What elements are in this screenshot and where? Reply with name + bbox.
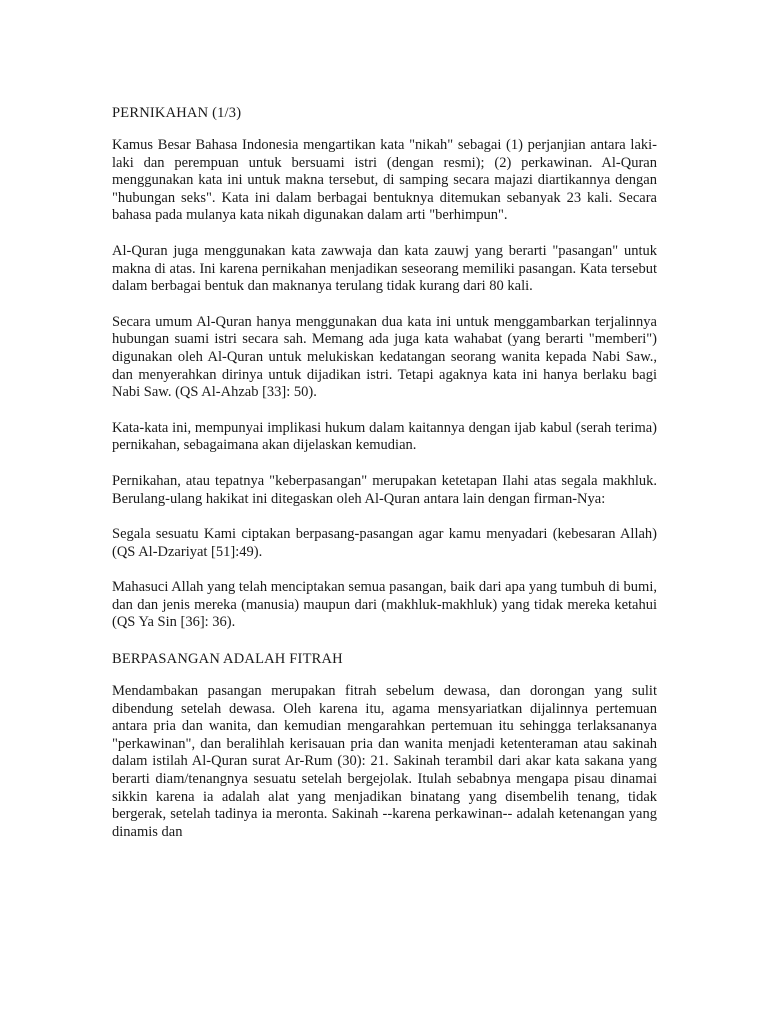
paragraph-zawwaja: Al-Quran juga menggunakan kata zawwaja dan kata zauwj yang berarti "pasangan" untuk makna di atas. Ini karena pernikahan menjadikan seseorang memiliki pasangan. Kata tersebut dalam berbagai bentuk dan maknanya terulang tidak kurang dari 80 kali. <box>112 242 657 295</box>
quote-ya-sin: Mahasuci Allah yang telah menciptakan semua pasangan, baik dari apa yang tumbuh di bumi, dan dan jenis mereka (manusia) maupun dari (makhluk-makhluk) yang tidak mereka ketahui (QS Ya Sin [36]: 36). <box>112 579 657 631</box>
section-title-pernikahan: PERNIKAHAN (1/3) <box>112 105 242 121</box>
paragraph-legal-implication: Kata-kata ini, mempunyai implikasi hukum dalam kaitannya dengan ijab kabul (serah terima) pernikahan, sebagaimana akan dijelaskan kemudian. <box>112 419 657 454</box>
paragraph-divine-decree: Pernikahan, atau tepatnya "keberpasangan" merupakan ketetapan Ilahi atas segala makhluk. Berulang-ulang hakikat ini ditegaskan oleh Al-Quran antara lain dengan firman-Nya: <box>112 472 657 507</box>
quote-al-dzariyat: Segala sesuatu Kami ciptakan berpasang-pasangan agar kamu menyadari (kebesaran Allah) (QS Al-Dzariyat [51]:49). <box>112 526 657 560</box>
paragraph-general-usage: Secara umum Al-Quran hanya menggunakan dua kata ini untuk menggambarkan terjalinnya hubungan suami istri secara sah. Memang ada juga kata wahabat (yang berarti "memberi") digunakan oleh Al-Quran untuk melukiskan kedatangan seorang wanita kepada Nabi Saw., dan menyerahkan dirinya untuk dijadikan istri. Tetapi agaknya kata ini hanya berlaku bagi Nabi Saw. (QS Al-Ahzab [33]: 50). <box>112 313 657 401</box>
paragraph-sakinah: Mendambakan pasangan merupakan fitrah sebelum dewasa, dan dorongan yang sulit dibendung setelah dewasa. Oleh karena itu, agama mensyariatkan dijalinnya pertemuan antara pria dan wanita, dan kemudian mengarahkan pertemuan itu sehingga terlaksananya "perkawinan", dan beralihlah kerisauan pria dan wanita menjadi ketenteraman atau sakinah dalam istilah Al-Quran surat Ar-Rum (30): 21. Sakinah terambil dari akar kata sakana yang berarti diam/tenangnya sesuatu setelah bergejolak. Itulah sebabnya mengapa pisau dinamai sikkin karena ia adalah alat yang menjadikan binatang yang disembelih tenang, tidak bergerak, setelah tadinya ia meronta. Sakinah --karena perkawinan-- adalah ketenangan yang dinamis dan <box>112 683 657 840</box>
section-title-fitrah: BERPASANGAN ADALAH FITRAH <box>112 651 343 668</box>
paragraph-definition: Kamus Besar Bahasa Indonesia mengartikan kata "nikah" sebagai (1) perjanjian antara laki-laki dan perempuan untuk bersuami istri (dengan resmi); (2) perkawinan. Al-Quran menggunakan kata ini untuk makna tersebut, di samping secara majazi diartikannya dengan "hubungan seks". Kata ini dalam berbagai bentuknya ditemukan sebanyak 23 kali. Secara bahasa pada mulanya kata nikah digunakan dalam arti "berhimpun". <box>112 137 657 224</box>
document-page <box>112 104 657 859</box>
